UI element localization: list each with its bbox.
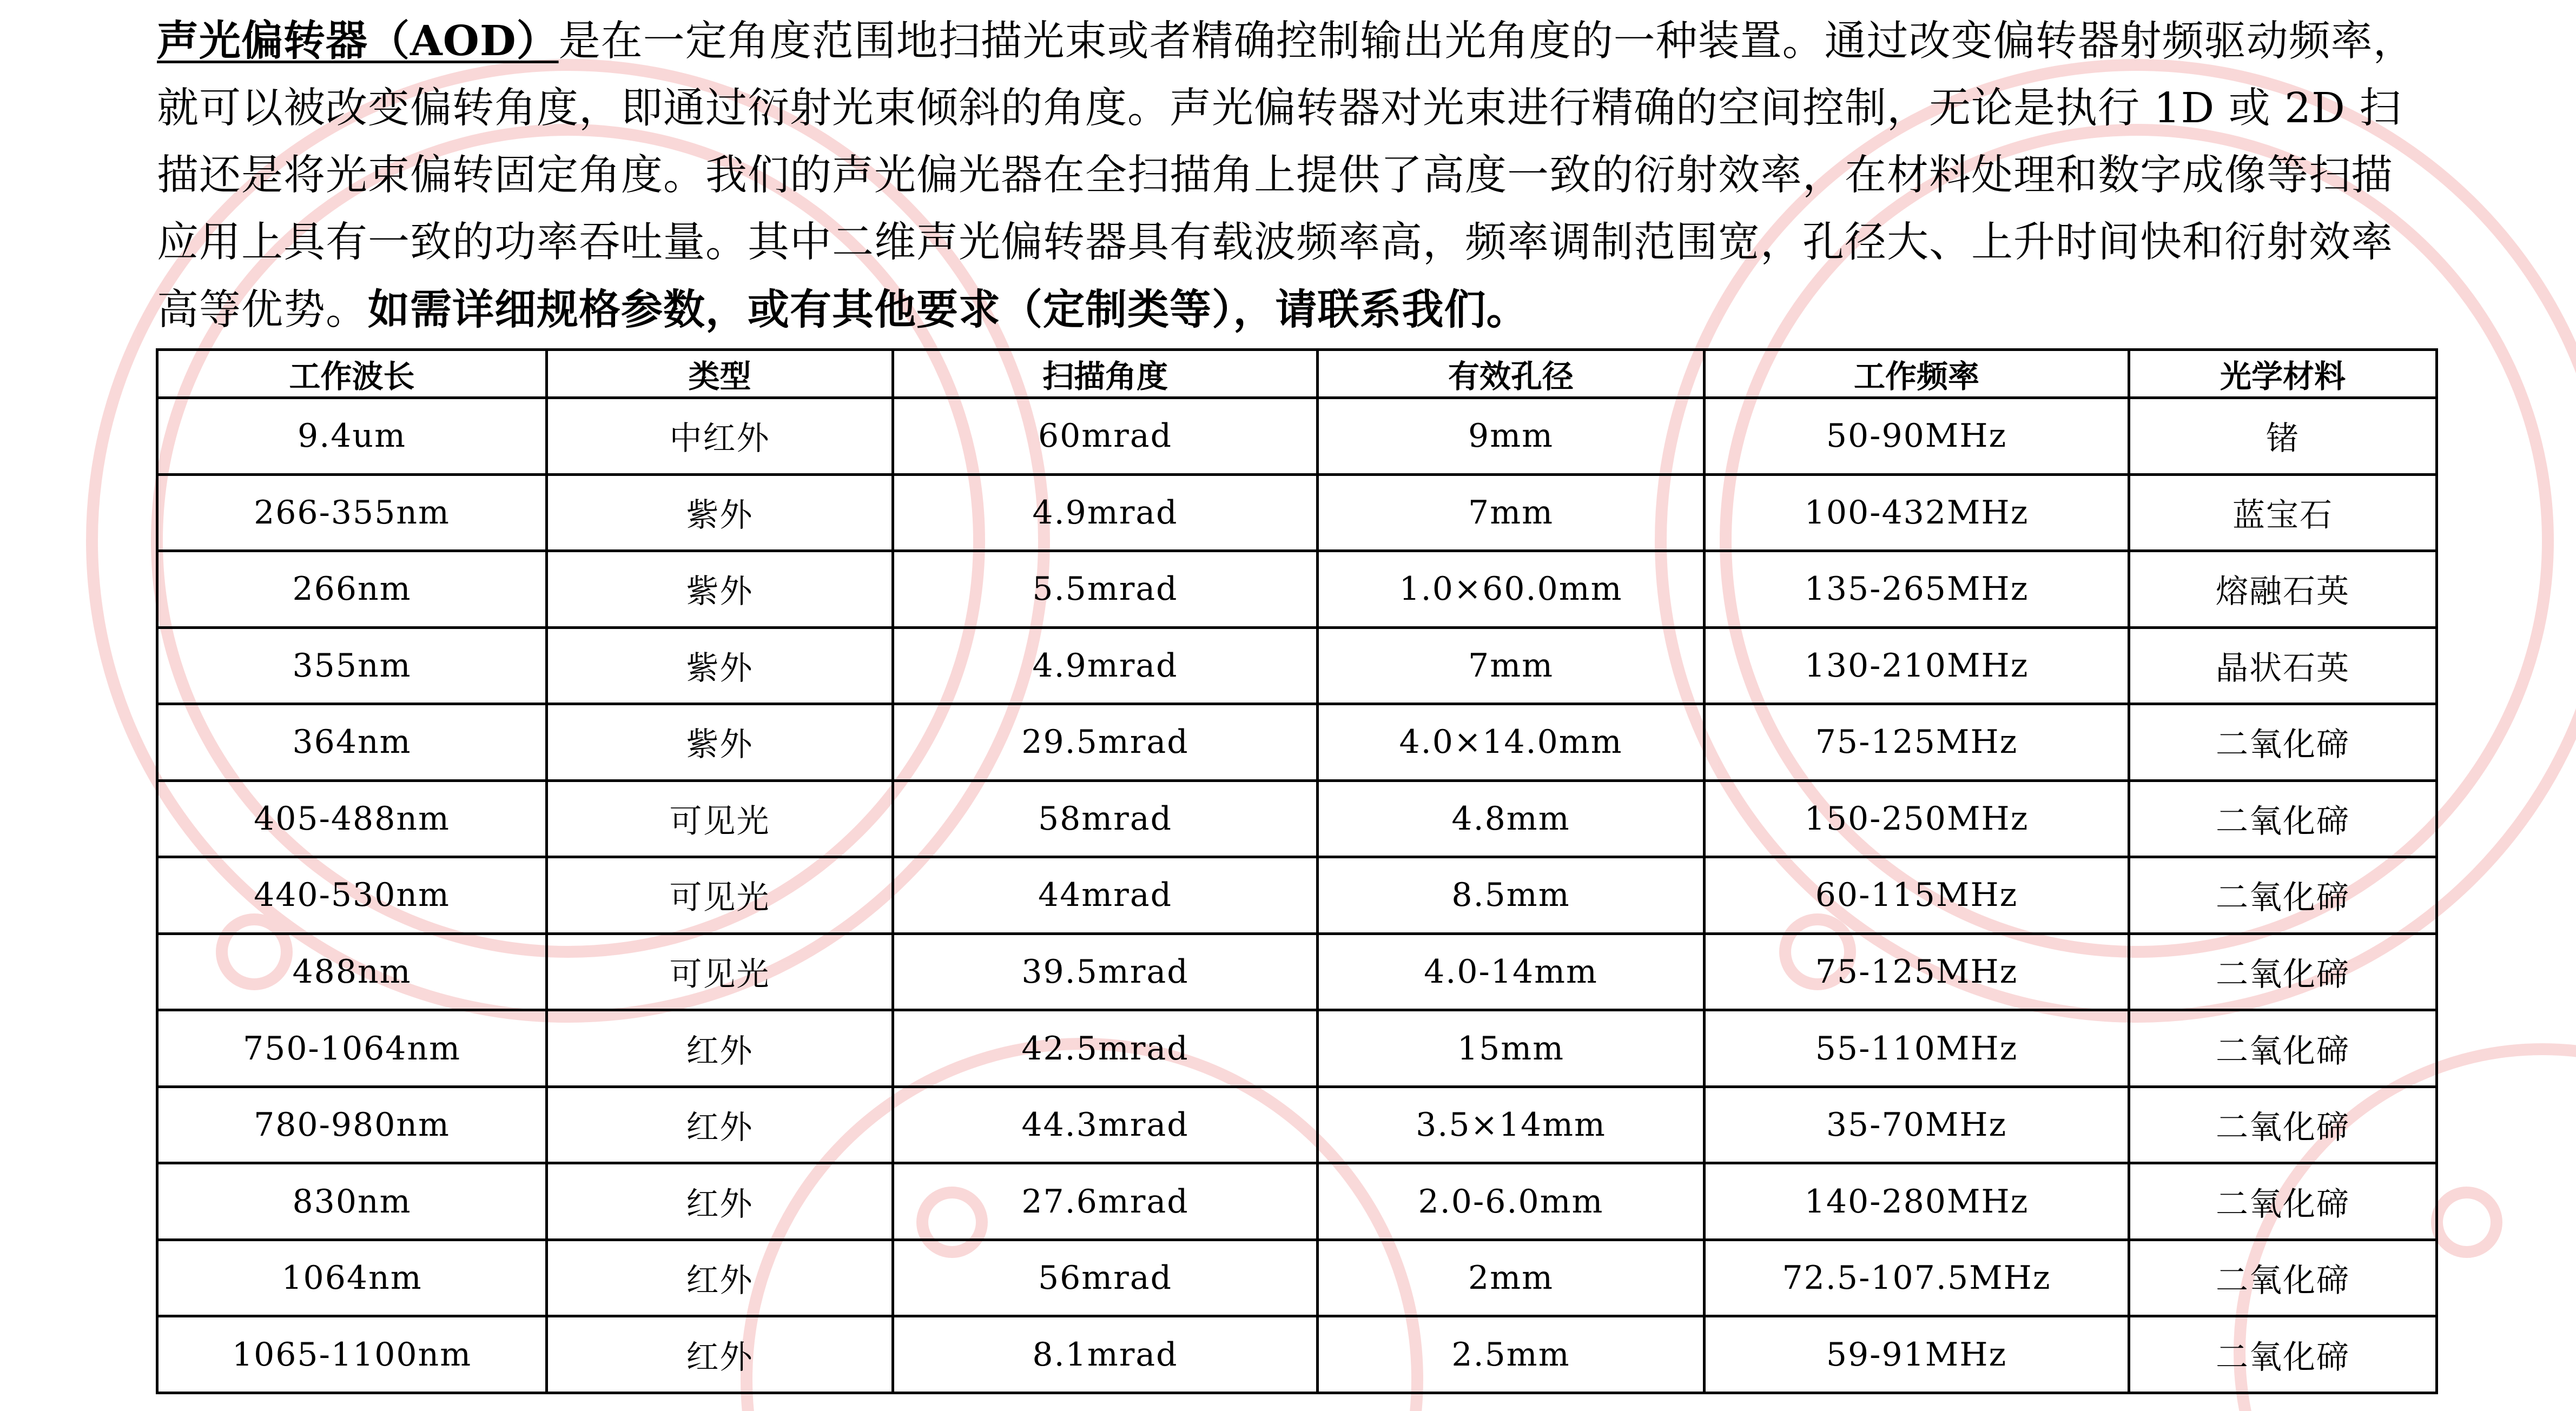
intro-paragraph	[157, 8, 2429, 344]
cell-aperture: 4.8mm	[1318, 780, 1705, 857]
cell-scan-angle: 5.5mrad	[893, 551, 1318, 628]
cell-material: 蓝宝石	[2129, 474, 2437, 551]
table-row	[157, 933, 2437, 1010]
cell-scan-angle: 29.5mrad	[893, 704, 1318, 781]
cell-scan-angle: 4.9mrad	[893, 627, 1318, 704]
cell-scan-angle: 60mrad	[893, 398, 1318, 475]
cell-type: 紫外	[547, 627, 893, 704]
cell-scan-angle: 27.6mrad	[893, 1163, 1318, 1240]
cell-frequency: 100-432MHz	[1705, 474, 2129, 551]
table-row	[157, 551, 2437, 628]
cell-material: 熔融石英	[2129, 551, 2437, 628]
table-row	[157, 1163, 2437, 1240]
aod-spec-table	[156, 348, 2438, 1394]
cell-aperture: 9mm	[1318, 398, 1705, 475]
cell-type: 红外	[547, 1240, 893, 1316]
cell-wavelength: 440-530nm	[157, 857, 547, 934]
cell-aperture: 4.0-14mm	[1318, 933, 1705, 1010]
cell-type: 可见光	[547, 780, 893, 857]
cell-type: 紫外	[547, 474, 893, 551]
cell-material: 二氧化碲	[2129, 933, 2437, 1010]
intro-body: 是在一定角度范围地扫描光束或者精确控制输出光角度的一种装置。通过改变偏转器射频驱动频率，就可以被改变偏转角度，即通过衍射光束倾斜的角度。声光偏转器对光束进行精确的空间控制，无论是执行 1D 或 2D 扫描还是将光束偏转固定角度。我们的声光偏光器在全扫描角上提供了高度一致的衍射效率，在材料处理和数字成像等扫描应用上具有一致的功率吞吐量。其中二维声光偏转器具有载波频率高，频率调制范围宽，孔径大、上升时间快和衍射效率高等优势。	[157, 17, 2415, 334]
cell-wavelength: 488nm	[157, 933, 547, 1010]
header-aperture: 有效孔径	[1318, 350, 1705, 398]
cell-type: 紫外	[547, 551, 893, 628]
cell-scan-angle: 4.9mrad	[893, 474, 1318, 551]
cell-wavelength: 405-488nm	[157, 780, 547, 857]
header-wavelength: 工作波长	[157, 350, 547, 398]
table-row	[157, 704, 2437, 781]
cell-aperture: 15mm	[1318, 1010, 1705, 1087]
cell-type: 红外	[547, 1163, 893, 1240]
cell-wavelength: 830nm	[157, 1163, 547, 1240]
table-row	[157, 1240, 2437, 1316]
cell-frequency: 130-210MHz	[1705, 627, 2129, 704]
cell-type: 红外	[547, 1316, 893, 1393]
table-header-row	[157, 350, 2437, 398]
cell-aperture: 4.0×14.0mm	[1318, 704, 1705, 781]
cell-wavelength: 780-980nm	[157, 1087, 547, 1163]
cell-aperture: 3.5×14mm	[1318, 1087, 1705, 1163]
header-material: 光学材料	[2129, 350, 2437, 398]
cell-scan-angle: 56mrad	[893, 1240, 1318, 1316]
table-row	[157, 398, 2437, 475]
table-row	[157, 1316, 2437, 1393]
cell-type: 紫外	[547, 704, 893, 781]
cell-frequency: 55-110MHz	[1705, 1010, 2129, 1087]
cell-material: 二氧化碲	[2129, 704, 2437, 781]
cell-scan-angle: 42.5mrad	[893, 1010, 1318, 1087]
cell-material: 晶状石英	[2129, 627, 2437, 704]
cell-frequency: 35-70MHz	[1705, 1087, 2129, 1163]
cell-material: 二氧化碲	[2129, 1087, 2437, 1163]
cell-wavelength: 1065-1100nm	[157, 1316, 547, 1393]
cell-material: 二氧化碲	[2129, 1240, 2437, 1316]
header-type: 类型	[547, 350, 893, 398]
contact-note: 如需详细规格参数，或有其他要求（定制类等），请联系我们。	[368, 286, 1529, 334]
cell-aperture: 7mm	[1318, 474, 1705, 551]
cell-material: 二氧化碲	[2129, 857, 2437, 934]
cell-frequency: 60-115MHz	[1705, 857, 2129, 934]
cell-frequency: 75-125MHz	[1705, 704, 2129, 781]
cell-frequency: 150-250MHz	[1705, 780, 2129, 857]
cell-scan-angle: 58mrad	[893, 780, 1318, 857]
cell-aperture: 2.0-6.0mm	[1318, 1163, 1705, 1240]
cell-aperture: 2.5mm	[1318, 1316, 1705, 1393]
cell-wavelength: 266nm	[157, 551, 547, 628]
cell-material: 二氧化碲	[2129, 1316, 2437, 1393]
table-row	[157, 627, 2437, 704]
cell-scan-angle: 39.5mrad	[893, 933, 1318, 1010]
cell-frequency: 59-91MHz	[1705, 1316, 2129, 1393]
cell-aperture: 8.5mm	[1318, 857, 1705, 934]
cell-type: 中红外	[547, 398, 893, 475]
cell-aperture: 2mm	[1318, 1240, 1705, 1316]
cell-type: 红外	[547, 1087, 893, 1163]
cell-type: 红外	[547, 1010, 893, 1087]
cell-wavelength: 1064nm	[157, 1240, 547, 1316]
cell-aperture: 7mm	[1318, 627, 1705, 704]
cell-scan-angle: 44mrad	[893, 857, 1318, 934]
cell-type: 可见光	[547, 857, 893, 934]
cell-wavelength: 364nm	[157, 704, 547, 781]
table-row	[157, 1010, 2437, 1087]
table-row	[157, 474, 2437, 551]
cell-type: 可见光	[547, 933, 893, 1010]
cell-frequency: 75-125MHz	[1705, 933, 2129, 1010]
cell-scan-angle: 44.3mrad	[893, 1087, 1318, 1163]
cell-material: 二氧化碲	[2129, 780, 2437, 857]
cell-material: 二氧化碲	[2129, 1163, 2437, 1240]
cell-frequency: 135-265MHz	[1705, 551, 2129, 628]
aod-term: 声光偏转器（AOD）	[157, 17, 559, 65]
cell-material: 锗	[2129, 398, 2437, 475]
table-row	[157, 857, 2437, 934]
cell-frequency: 72.5-107.5MHz	[1705, 1240, 2129, 1316]
cell-wavelength: 266-355nm	[157, 474, 547, 551]
cell-frequency: 50-90MHz	[1705, 398, 2129, 475]
header-scan-angle: 扫描角度	[893, 350, 1318, 398]
cell-frequency: 140-280MHz	[1705, 1163, 2129, 1240]
table-row	[157, 780, 2437, 857]
cell-material: 二氧化碲	[2129, 1010, 2437, 1087]
header-frequency: 工作频率	[1705, 350, 2129, 398]
cell-scan-angle: 8.1mrad	[893, 1316, 1318, 1393]
cell-wavelength: 750-1064nm	[157, 1010, 547, 1087]
cell-wavelength: 355nm	[157, 627, 547, 704]
cell-wavelength: 9.4um	[157, 398, 547, 475]
cell-aperture: 1.0×60.0mm	[1318, 551, 1705, 628]
table-row	[157, 1087, 2437, 1163]
